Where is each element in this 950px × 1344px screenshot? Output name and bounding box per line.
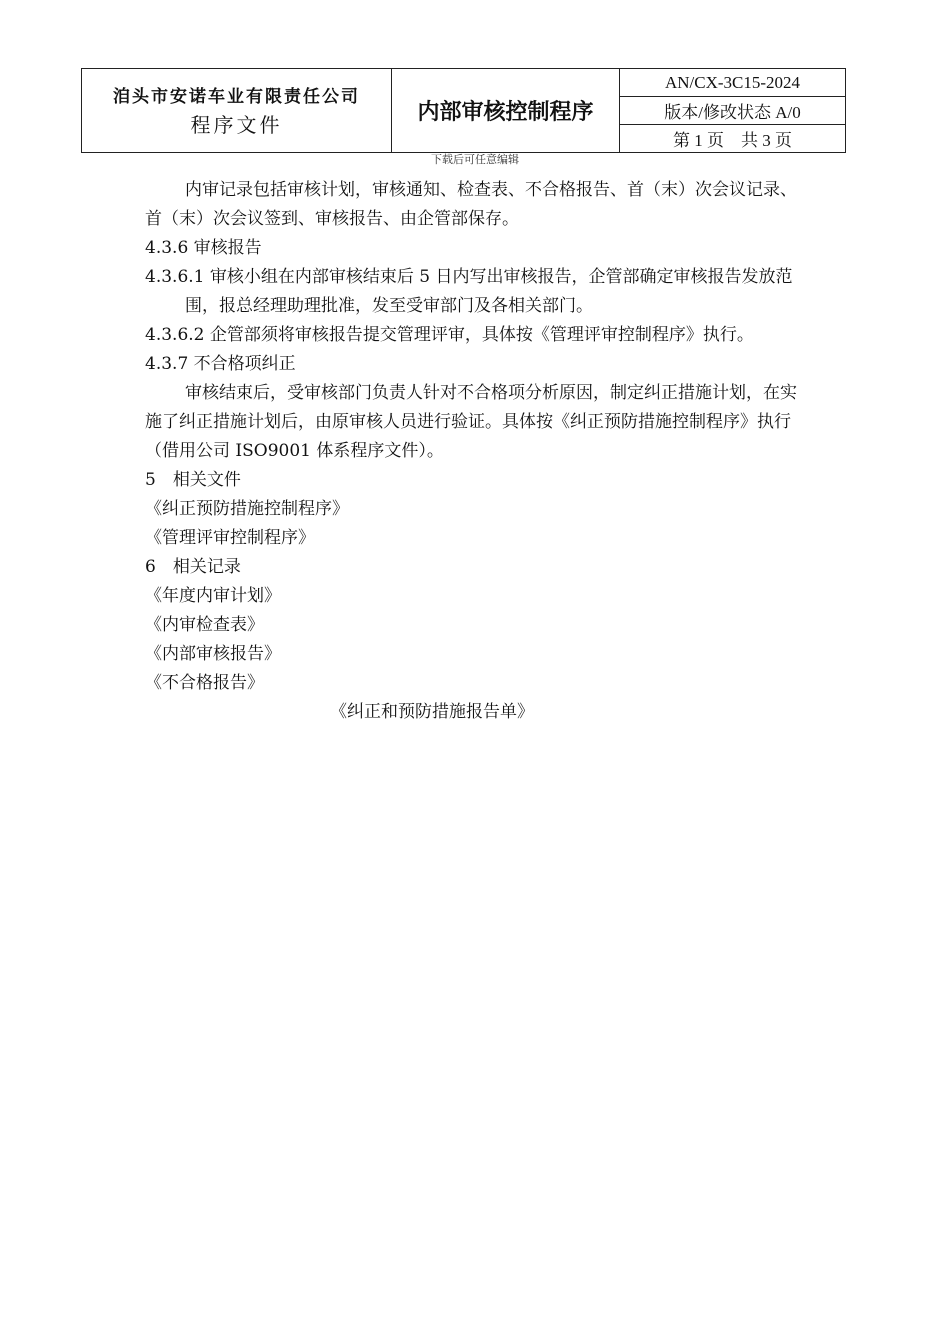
section-heading-related-documents: 5 相关文件 <box>145 470 241 490</box>
company-cell <box>82 69 392 153</box>
paragraph-4-3-6-2: 4.3.6.2 企管部须将审核报告提交管理评审，具体按《管理评审控制程序》执行。 <box>145 325 754 345</box>
related-record-item: 《纠正和预防措施报告单》 <box>330 702 534 722</box>
watermark-text: 下载后可任意编辑 <box>431 153 519 166</box>
section-heading-4-3-6: 4.3.6 审核报告 <box>145 238 262 258</box>
related-record-item: 《内审检查表》 <box>145 615 264 635</box>
paragraph-audit-records: 内审记录包括审核计划，审核通知、检查表、不合格报告、首（末）次会议记录、首（末）次会议签到、审核报告、由企管部保存。 <box>145 180 797 229</box>
page-indicator: 第 1 页 共 3 页 <box>620 125 846 153</box>
document-number: AN/CX-3C15-2024 <box>620 69 846 97</box>
document-body <box>145 176 810 727</box>
related-record-item: 《内部审核报告》 <box>145 644 281 664</box>
company-name: 洎头市安诺车业有限责任公司 <box>113 86 360 107</box>
related-document-item: 《纠正预防措施控制程序》 <box>145 499 349 519</box>
paragraph-corrective-action: 审核结束后，受审核部门负责人针对不合格项分析原因，制定纠正措施计划，在实施了纠正措施计划后，由原审核人员进行验证。具体按《纠正预防措施控制程序》执行（借用公司 ISO9001 体系程序文件）。 <box>145 383 797 461</box>
related-record-item: 《不合格报告》 <box>145 673 264 693</box>
related-record-item: 《年度内审计划》 <box>145 586 281 606</box>
version-status: 版本/修改状态 A/0 <box>620 97 846 125</box>
section-heading-related-records: 6 相关记录 <box>145 557 241 577</box>
document-type: 程序文件 <box>190 112 283 137</box>
document-title: 内部审核控制程序 <box>392 69 620 153</box>
document-header-table <box>81 68 846 153</box>
section-heading-4-3-7: 4.3.7 不合格项纠正 <box>145 354 296 374</box>
paragraph-4-3-6-1: 4.3.6.1 审核小组在内部审核结束后 5 日内写出审核报告，企管部确定审核报告发放范围，报总经理助理批准，发至受审部门及各相关部门。 <box>145 267 793 316</box>
related-document-item: 《管理评审控制程序》 <box>145 528 315 548</box>
